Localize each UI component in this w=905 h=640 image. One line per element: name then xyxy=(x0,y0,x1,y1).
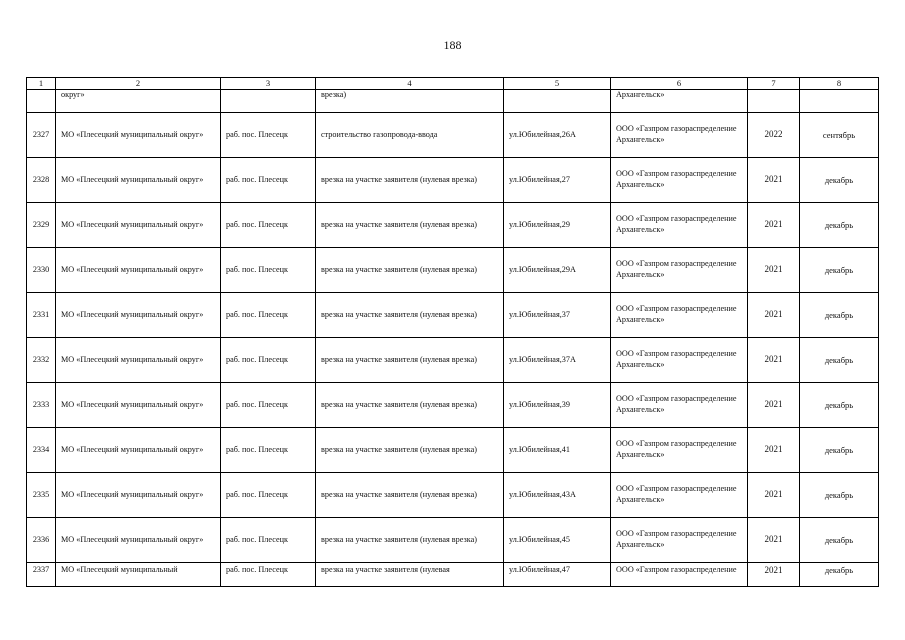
cell-month: декабрь xyxy=(800,203,879,248)
cell-year: 2021 xyxy=(748,203,800,248)
cell-work: врезка на участке заявителя (нулевая врезка) xyxy=(316,428,504,473)
table-row xyxy=(27,473,879,518)
cell-operator: ООО «Газпром газораспределение Архангельск» xyxy=(611,338,748,383)
cell-number: 2330 xyxy=(27,248,56,293)
table-row xyxy=(27,158,879,203)
cell-number: 2334 xyxy=(27,428,56,473)
cell-month: декабрь xyxy=(800,473,879,518)
column-number: 3 xyxy=(221,78,316,90)
cell-operator: ООО «Газпром газораспределение Архангельск» xyxy=(611,473,748,518)
cell-settlement: раб. пос. Плесецк xyxy=(221,293,316,338)
cell-number: 2327 xyxy=(27,113,56,158)
cell-year: 2021 xyxy=(748,518,800,563)
cell-month: декабрь xyxy=(800,428,879,473)
table-row xyxy=(27,563,879,587)
gasification-table xyxy=(26,77,879,587)
cell-address: ул.Юбилейная,29 xyxy=(504,203,611,248)
cell-year: 2021 xyxy=(748,563,800,587)
cell-operator: ООО «Газпром газораспределение Архангельск» xyxy=(611,383,748,428)
table-row xyxy=(27,383,879,428)
cell-number: 2335 xyxy=(27,473,56,518)
cell-address: ул.Юбилейная,45 xyxy=(504,518,611,563)
continuation-row xyxy=(27,90,879,113)
table-row xyxy=(27,518,879,563)
cell-number: 2333 xyxy=(27,383,56,428)
cell-municipality: МО «Плесецкий муниципальный округ» xyxy=(56,158,221,203)
cell-settlement: раб. пос. Плесецк xyxy=(221,158,316,203)
cell-address: ул.Юбилейная,43А xyxy=(504,473,611,518)
cell-settlement: раб. пос. Плесецк xyxy=(221,383,316,428)
column-number: 1 xyxy=(27,78,56,90)
cell-year: 2022 xyxy=(748,113,800,158)
column-number: 5 xyxy=(504,78,611,90)
cell-work: врезка на участке заявителя (нулевая врезка) xyxy=(316,293,504,338)
cell-number xyxy=(27,90,56,113)
cell-municipality: МО «Плесецкий муниципальный округ» xyxy=(56,113,221,158)
cell-municipality: МО «Плесецкий муниципальный xyxy=(56,563,221,587)
cell-number: 2328 xyxy=(27,158,56,203)
cell-year: 2021 xyxy=(748,158,800,203)
cell-year: 2021 xyxy=(748,248,800,293)
cell-municipality: МО «Плесецкий муниципальный округ» xyxy=(56,293,221,338)
cell-municipality: МО «Плесецкий муниципальный округ» xyxy=(56,428,221,473)
cell-work: врезка на участке заявителя (нулевая врезка) xyxy=(316,473,504,518)
cell-month: декабрь xyxy=(800,563,879,587)
cell-municipality: МО «Плесецкий муниципальный округ» xyxy=(56,518,221,563)
cell-municipality: МО «Плесецкий муниципальный округ» xyxy=(56,338,221,383)
cell-work: врезка на участке заявителя (нулевая врезка) xyxy=(316,203,504,248)
cell-settlement: раб. пос. Плесецк xyxy=(221,563,316,587)
cell-address: ул.Юбилейная,41 xyxy=(504,428,611,473)
table-row xyxy=(27,203,879,248)
cell-municipality: округ» xyxy=(56,90,221,113)
cell-year: 2021 xyxy=(748,383,800,428)
cell-address: ул.Юбилейная,37А xyxy=(504,338,611,383)
cell-year xyxy=(748,90,800,113)
cell-settlement: раб. пос. Плесецк xyxy=(221,473,316,518)
cell-address: ул.Юбилейная,29А xyxy=(504,248,611,293)
cell-municipality: МО «Плесецкий муниципальный округ» xyxy=(56,248,221,293)
cell-settlement: раб. пос. Плесецк xyxy=(221,338,316,383)
cell-operator: ООО «Газпром газораспределение xyxy=(611,563,748,587)
cell-settlement xyxy=(221,90,316,113)
cell-year: 2021 xyxy=(748,473,800,518)
cell-address xyxy=(504,90,611,113)
cell-number: 2336 xyxy=(27,518,56,563)
cell-month: декабрь xyxy=(800,293,879,338)
cell-month: декабрь xyxy=(800,248,879,293)
cell-settlement: раб. пос. Плесецк xyxy=(221,203,316,248)
table-row xyxy=(27,293,879,338)
column-number: 6 xyxy=(611,78,748,90)
cell-work: врезка) xyxy=(316,90,504,113)
cell-address: ул.Юбилейная,27 xyxy=(504,158,611,203)
cell-settlement: раб. пос. Плесецк xyxy=(221,113,316,158)
cell-number: 2332 xyxy=(27,338,56,383)
cell-year: 2021 xyxy=(748,293,800,338)
cell-work: врезка на участке заявителя (нулевая врезка) xyxy=(316,158,504,203)
cell-municipality: МО «Плесецкий муниципальный округ» xyxy=(56,473,221,518)
cell-operator: ООО «Газпром газораспределение Архангельск» xyxy=(611,158,748,203)
cell-month: декабрь xyxy=(800,518,879,563)
cell-year: 2021 xyxy=(748,338,800,383)
cell-month xyxy=(800,90,879,113)
cell-settlement: раб. пос. Плесецк xyxy=(221,518,316,563)
page-number: 188 xyxy=(443,38,462,52)
cell-address: ул.Юбилейная,47 xyxy=(504,563,611,587)
cell-operator: ООО «Газпром газораспределение Архангельск» xyxy=(611,248,748,293)
table-row xyxy=(27,248,879,293)
cell-municipality: МО «Плесецкий муниципальный округ» xyxy=(56,383,221,428)
cell-number: 2337 xyxy=(27,563,56,587)
cell-operator: Архангельск» xyxy=(611,90,748,113)
cell-address: ул.Юбилейная,37 xyxy=(504,293,611,338)
cell-month: декабрь xyxy=(800,383,879,428)
column-number: 7 xyxy=(748,78,800,90)
cell-work: врезка на участке заявителя (нулевая xyxy=(316,563,504,587)
cell-year: 2021 xyxy=(748,428,800,473)
column-number: 8 xyxy=(800,78,879,90)
cell-address: ул.Юбилейная,39 xyxy=(504,383,611,428)
column-number: 2 xyxy=(56,78,221,90)
table-row xyxy=(27,113,879,158)
cell-operator: ООО «Газпром газораспределение Архангельск» xyxy=(611,293,748,338)
cell-number: 2331 xyxy=(27,293,56,338)
cell-settlement: раб. пос. Плесецк xyxy=(221,248,316,293)
cell-month: декабрь xyxy=(800,158,879,203)
cell-settlement: раб. пос. Плесецк xyxy=(221,428,316,473)
column-number: 4 xyxy=(316,78,504,90)
cell-work: врезка на участке заявителя (нулевая врезка) xyxy=(316,518,504,563)
cell-operator: ООО «Газпром газораспределение Архангельск» xyxy=(611,113,748,158)
column-number-row xyxy=(27,78,879,90)
cell-work: врезка на участке заявителя (нулевая врезка) xyxy=(316,383,504,428)
table-row xyxy=(27,338,879,383)
cell-work: строительство газопровода-ввода xyxy=(316,113,504,158)
cell-month: декабрь xyxy=(800,338,879,383)
table-row xyxy=(27,428,879,473)
cell-month: сентябрь xyxy=(800,113,879,158)
cell-operator: ООО «Газпром газораспределение Архангельск» xyxy=(611,203,748,248)
cell-municipality: МО «Плесецкий муниципальный округ» xyxy=(56,203,221,248)
cell-number: 2329 xyxy=(27,203,56,248)
cell-operator: ООО «Газпром газораспределение Архангельск» xyxy=(611,428,748,473)
cell-address: ул.Юбилейная,26А xyxy=(504,113,611,158)
cell-work: врезка на участке заявителя (нулевая врезка) xyxy=(316,248,504,293)
cell-operator: ООО «Газпром газораспределение Архангельск» xyxy=(611,518,748,563)
cell-work: врезка на участке заявителя (нулевая врезка) xyxy=(316,338,504,383)
